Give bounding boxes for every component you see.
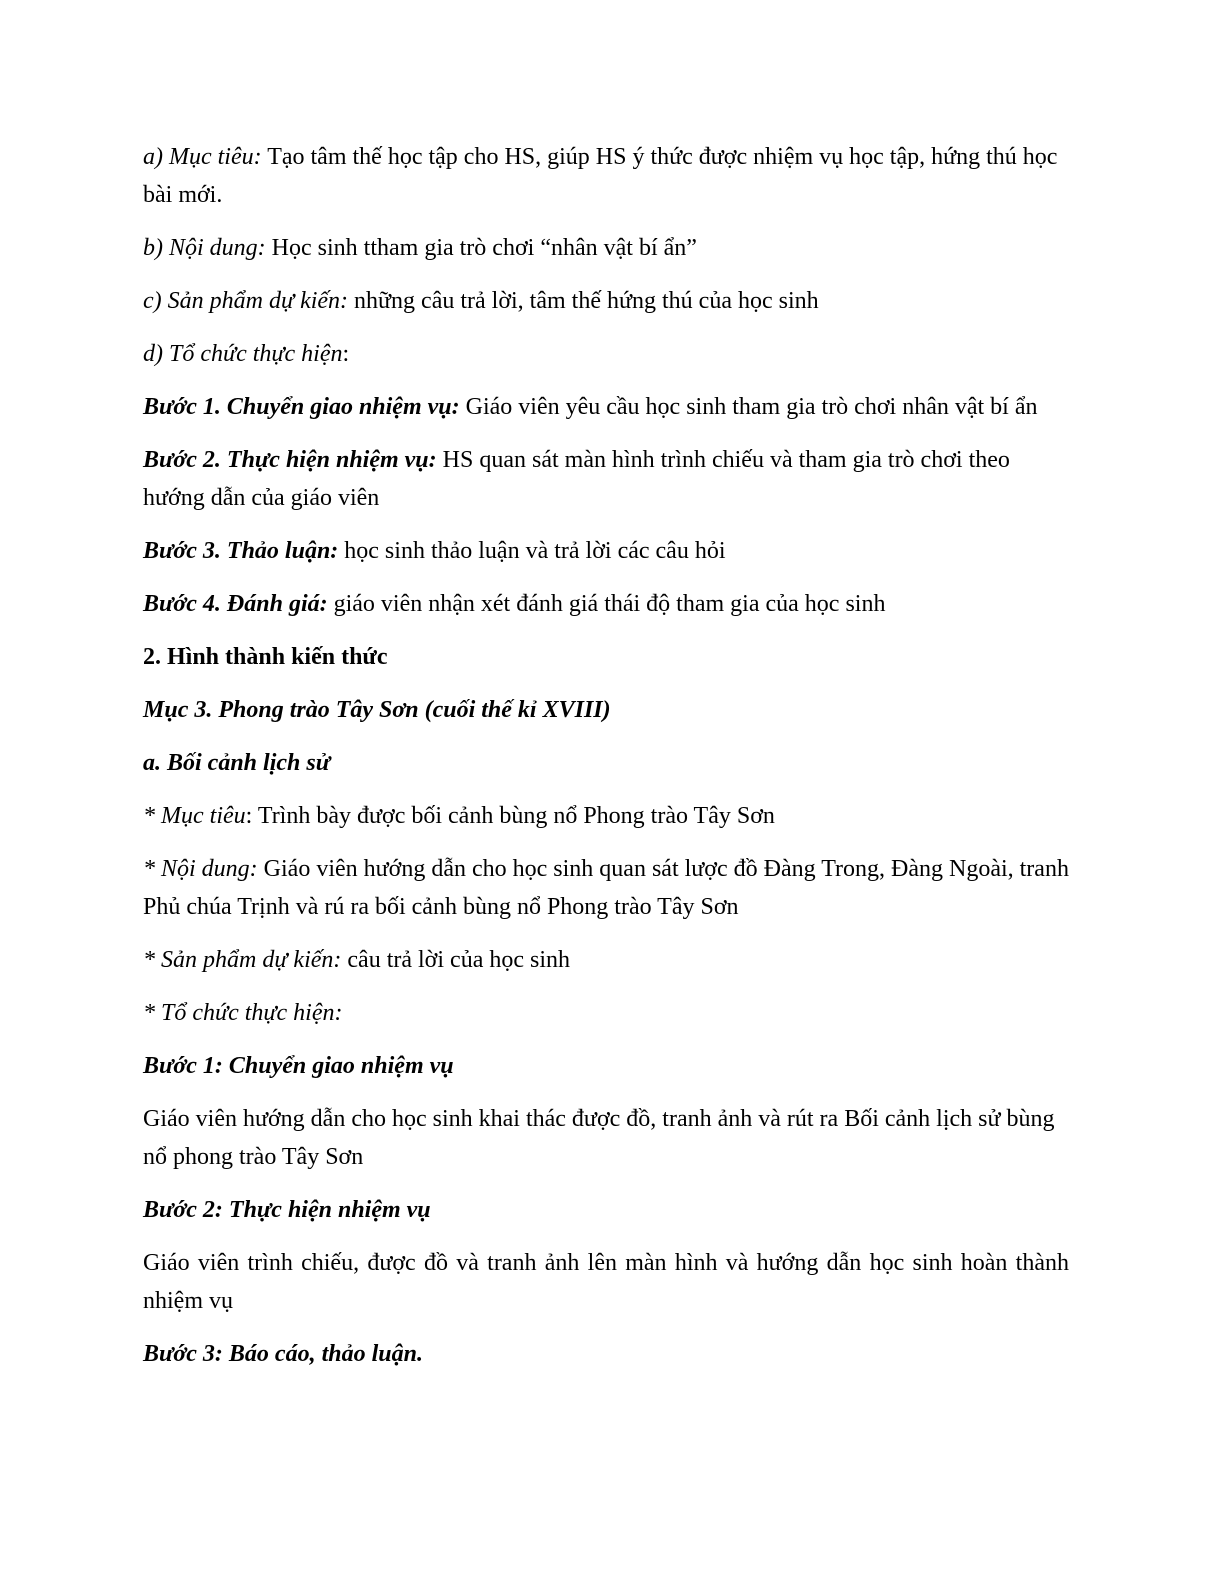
step-3-paragraph — [143, 532, 1069, 570]
heading-text: Mục 3. Phong trào Tây Sơn (cuối thế kỉ XVIII) — [143, 697, 611, 723]
paragraph-lead: d) Tổ chức thực hiện — [143, 341, 343, 367]
topic-content-paragraph — [143, 850, 1069, 926]
paragraph-lead: * Tổ chức thực hiện: — [143, 1000, 343, 1026]
paragraph-text: : — [342, 341, 350, 367]
paragraph-text: HS quan sát màn hình trình chiếu và tham gia trò chơi theo hướng dẫn của giáo viên — [143, 447, 1010, 511]
document-page — [143, 138, 1069, 1388]
paragraph-text: Giáo viên hướng dẫn cho học sinh quan sát lược đồ Đàng Trong, Đàng Ngoài, tranh Phủ chúa Trịnh và rú ra bối cảnh bùng nổ Phong trào Tây Sơn — [143, 856, 1069, 920]
paragraph-lead: Bước 1. Chuyển giao nhiệm vụ: — [143, 394, 460, 420]
topic-step-1-text — [143, 1100, 1069, 1176]
heading-text: Bước 1: Chuyển giao nhiệm vụ — [143, 1053, 454, 1079]
paragraph-text: Giáo viên hướng dẫn cho học sinh khai thác được đồ, tranh ảnh và rút ra Bối cảnh lịch sử bùng nổ phong trào Tây Sơn — [143, 1106, 1055, 1170]
topic-organization-paragraph — [143, 994, 1069, 1032]
topic-step-3-heading — [143, 1335, 1069, 1373]
section-heading — [143, 638, 1069, 676]
topic-step-1-heading — [143, 1047, 1069, 1085]
heading-text: a. Bối cảnh lịch sử — [143, 750, 331, 776]
expected-product-paragraph — [143, 282, 1069, 320]
step-4-paragraph — [143, 585, 1069, 623]
paragraph-text: câu trả lời của học sinh — [341, 947, 570, 973]
step-2-paragraph — [143, 441, 1069, 517]
topic-product-paragraph — [143, 941, 1069, 979]
paragraph-text: Tạo tâm thế học tập cho HS, giúp HS ý thức được nhiệm vụ học tập, hứng thú học bài mới. — [143, 144, 1058, 208]
topic-objective-paragraph — [143, 797, 1069, 835]
objective-paragraph — [143, 138, 1069, 214]
paragraph-lead: * Sản phẩm dự kiến: — [143, 947, 342, 973]
subsection-heading — [143, 691, 1069, 729]
paragraph-lead: Bước 3. Thảo luận: — [143, 538, 339, 564]
paragraph-lead: Bước 4. Đánh giá: — [143, 591, 328, 617]
heading-text: Bước 2: Thực hiện nhiệm vụ — [143, 1197, 431, 1223]
paragraph-lead: * Mục tiêu — [143, 803, 246, 829]
content-paragraph — [143, 229, 1069, 267]
paragraph-lead: Bước 2. Thực hiện nhiệm vụ: — [143, 447, 437, 473]
paragraph-text: giáo viên nhận xét đánh giá thái độ tham gia của học sinh — [327, 591, 886, 617]
paragraph-lead: * Nội dung: — [143, 856, 258, 882]
paragraph-lead: a) Mục tiêu: — [143, 144, 262, 170]
topic-heading — [143, 744, 1069, 782]
paragraph-text: : Trình bày được bối cảnh bùng nổ Phong trào Tây Sơn — [245, 803, 775, 829]
paragraph-text: Học sinh ttham gia trò chơi “nhân vật bí ẩn” — [265, 235, 697, 261]
paragraph-lead: c) Sản phẩm dự kiến: — [143, 288, 349, 314]
step-1-paragraph — [143, 388, 1069, 426]
paragraph-text: Giáo viên yêu cầu học sinh tham gia trò chơi nhân vật bí ẩn — [459, 394, 1038, 420]
heading-text: 2. Hình thành kiến thức — [143, 644, 388, 670]
paragraph-text: Giáo viên trình chiếu, được đồ và tranh ảnh lên màn hình và hướng dẫn học sinh hoàn thành nhiệm vụ — [143, 1250, 1069, 1314]
paragraph-lead: b) Nội dung: — [143, 235, 266, 261]
paragraph-text: những câu trả lời, tâm thế hứng thú của học sinh — [348, 288, 819, 314]
organization-paragraph — [143, 335, 1069, 373]
topic-step-2-text — [143, 1244, 1069, 1320]
paragraph-text: học sinh thảo luận và trả lời các câu hỏi — [338, 538, 726, 564]
heading-text: Bước 3: Báo cáo, thảo luận. — [143, 1341, 423, 1367]
topic-step-2-heading — [143, 1191, 1069, 1229]
